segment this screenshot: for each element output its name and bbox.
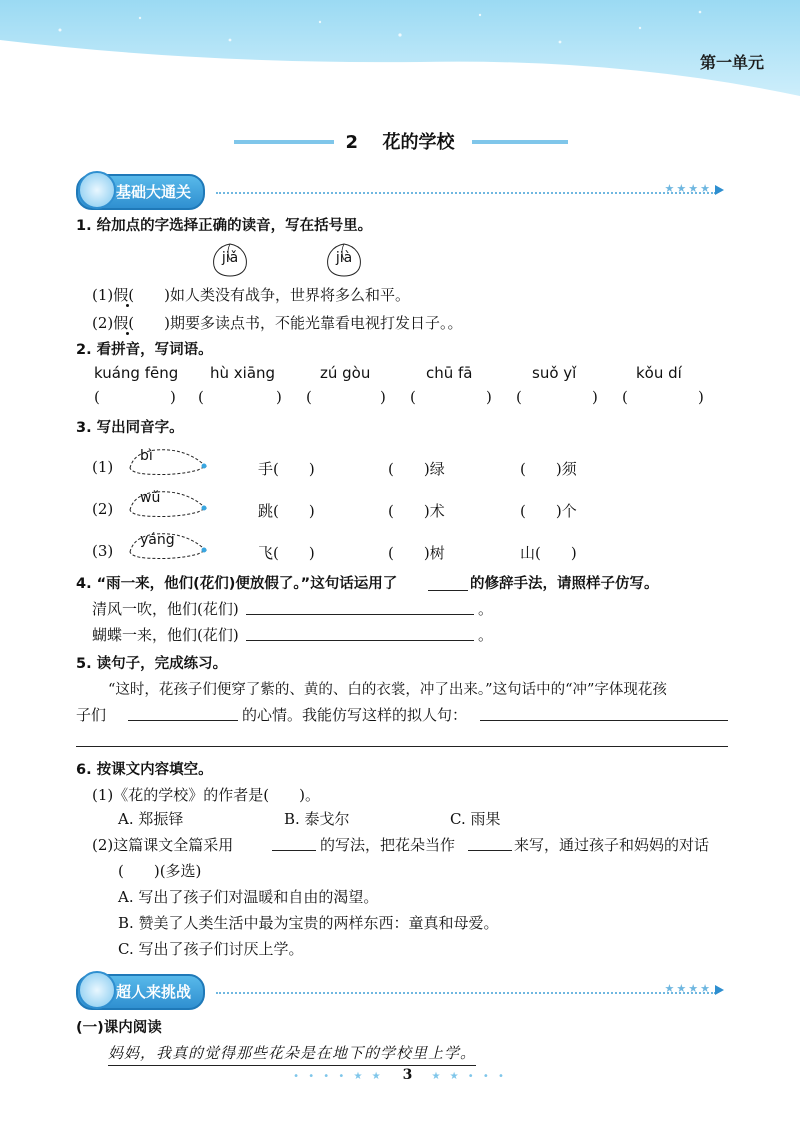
answer-bracket-close: ) [592,388,598,406]
q5-answer-line[interactable] [76,746,728,747]
ufo-medal-icon [78,971,116,1009]
q1-title: 1. 给加点的字选择正确的读音，写在括号里。 [76,218,373,234]
header-band [0,0,800,120]
q5-paragraph-1: “这时，花孩子们便穿了紫的、黄的、白的衣裳，冲了出来。”这句话中的“冲”字体现花孩 [108,682,667,698]
section-badge: 基础大通关 [76,174,205,210]
q4-answer-line[interactable] [428,590,468,591]
answer-bracket-close: ) [380,388,386,406]
page-footer [0,1064,800,1083]
dotted-divider [216,992,716,994]
q5-answer-line[interactable] [480,720,728,721]
q4-answer-line[interactable] [246,640,474,641]
q4-end: 。 [478,626,494,644]
page-number: 3 [402,1067,413,1083]
q3-blank[interactable]: 飞( ) [258,544,315,562]
q6-option[interactable]: A. 写出了孩子们对温暖和自由的渴望。 [118,888,379,906]
q3-blank[interactable]: ( )术 [388,502,445,520]
hedgehog-icon [126,488,210,518]
q6-option[interactable]: B. 赞美了人类生活中最为宝贵的两样东西：童真和母爱。 [118,914,499,932]
dotted-divider [216,192,716,194]
lesson-number: 2 [345,132,358,153]
hedgehog-icon [126,530,210,560]
q4-line-1: 清风一吹，他们(花们) [92,600,239,618]
q2-pinyin-3: zú gòu [320,364,371,382]
q3-blank[interactable]: 手( ) [258,460,315,478]
answer-bracket-open[interactable]: ( [198,388,204,406]
reading-heading: (一)课内阅读 [76,1020,162,1036]
q3-blank[interactable]: 山( ) [520,544,577,562]
q3-blank[interactable]: ( )树 [388,544,445,562]
peach-icon [322,240,366,278]
q1-item-1: (1)假( )如人类没有战争，世界将多么和平。 [92,286,410,304]
q6-sub-2c: 来写，通过孩子和妈妈的对话 [514,836,710,854]
q3-pinyin: wǔ [140,490,161,506]
q2-pinyin-4: chū fā [426,364,473,382]
q3-pinyin: yáng [140,532,175,548]
q2-pinyin-5: suǒ yǐ [532,364,577,382]
q3-blank[interactable]: ( )须 [520,460,577,478]
q4-answer-line[interactable] [246,614,474,615]
q1-item-2: (2)假( )期要多读点书，不能光靠看电视打发日子。。 [92,314,463,332]
emphasis-dot [126,304,129,307]
answer-bracket-close: ) [276,388,282,406]
q6-sub-2a: (2)这篇课文全篇采用 [92,836,234,854]
answer-bracket-open[interactable]: ( [622,388,628,406]
q6-sub-2b: 的写法，把花朵当作 [320,836,456,854]
unit-label: 第一单元 [699,53,764,72]
q6-answer-line[interactable] [468,850,512,851]
answer-bracket-open[interactable]: ( [306,388,312,406]
q5-paragraph-2b: 的心情。我能仿写这样的拟人句： [242,706,468,724]
arrow-icon [715,185,724,195]
q3-row-label: (3) [92,542,114,560]
q3-blank[interactable]: 跳( ) [258,502,315,520]
q2-pinyin-6: kǒu dí [636,364,682,382]
answer-bracket-close: ) [486,388,492,406]
q4-line-2: 蝴蝶一来，他们(花们) [92,626,239,644]
hedgehog-icon [126,446,210,476]
q3-title: 3. 写出同音字。 [76,420,184,436]
star-decor-icon: • • • • ★ ★ [293,1071,384,1082]
q6-option[interactable]: C. 写出了孩子们讨厌上学。 [118,940,304,958]
star-decor-icon: ★★★★ [664,982,712,995]
q3-pinyin: bì [140,448,153,464]
star-medal-icon [78,171,116,209]
arrow-icon [715,985,724,995]
q1-option: jiǎ [221,250,239,266]
peach-icon [208,240,252,278]
answer-bracket-open[interactable]: ( [94,388,100,406]
q3-blank[interactable]: ( )个 [520,502,577,520]
q5-answer-line[interactable] [128,720,238,721]
section-badge: 超人来挑战 [76,974,205,1010]
q5-title: 5. 读句子，完成练习。 [76,656,228,672]
q6-option[interactable]: A. 郑振铎 [118,810,184,828]
reading-passage-line: 妈妈，我真的觉得那些花朵是在地下的学校里上学。 [108,1042,476,1066]
lesson-name: 花的学校 [382,132,455,153]
answer-bracket-close: ) [170,388,176,406]
q6-answer-line[interactable] [272,850,316,851]
star-decor-icon: ★ ★ • • • [431,1071,507,1082]
q2-pinyin-1: kuáng fēng [94,364,179,382]
q4-title-a: 4. “雨一来，他们(花们)便放假了。”这句话运用了 [76,576,398,592]
q4-end: 。 [478,600,494,618]
q6-option[interactable]: C. 雨果 [450,810,501,828]
answer-bracket-open[interactable]: ( [516,388,522,406]
q3-row-label: (2) [92,500,114,518]
q4-title-b: 的修辞手法，请照样子仿写。 [470,576,659,592]
q1-option: jià [335,250,353,266]
q6-option[interactable]: B. 泰戈尔 [284,810,350,828]
q6-sub-2d: ( )(多选) [118,862,202,880]
q3-blank[interactable]: ( )绿 [388,460,445,478]
section-banner-challenge [76,974,724,1008]
lesson-title [0,128,800,154]
star-decor-icon: ★★★★ [664,182,712,195]
section-banner-basic [76,174,724,208]
header-wave [0,0,800,120]
answer-bracket-open[interactable]: ( [410,388,416,406]
q6-sub-1: (1)《花的学校》的作者是( )。 [92,786,320,804]
q2-title: 2. 看拼音，写词语。 [76,342,213,358]
q5-paragraph-2a: 子们 [76,706,107,724]
emphasis-dot [126,332,129,335]
q6-title: 6. 按课文内容填空。 [76,762,213,778]
q3-row-label: (1) [92,458,114,476]
q2-pinyin-2: hù xiāng [210,364,276,382]
answer-bracket-close: ) [698,388,704,406]
